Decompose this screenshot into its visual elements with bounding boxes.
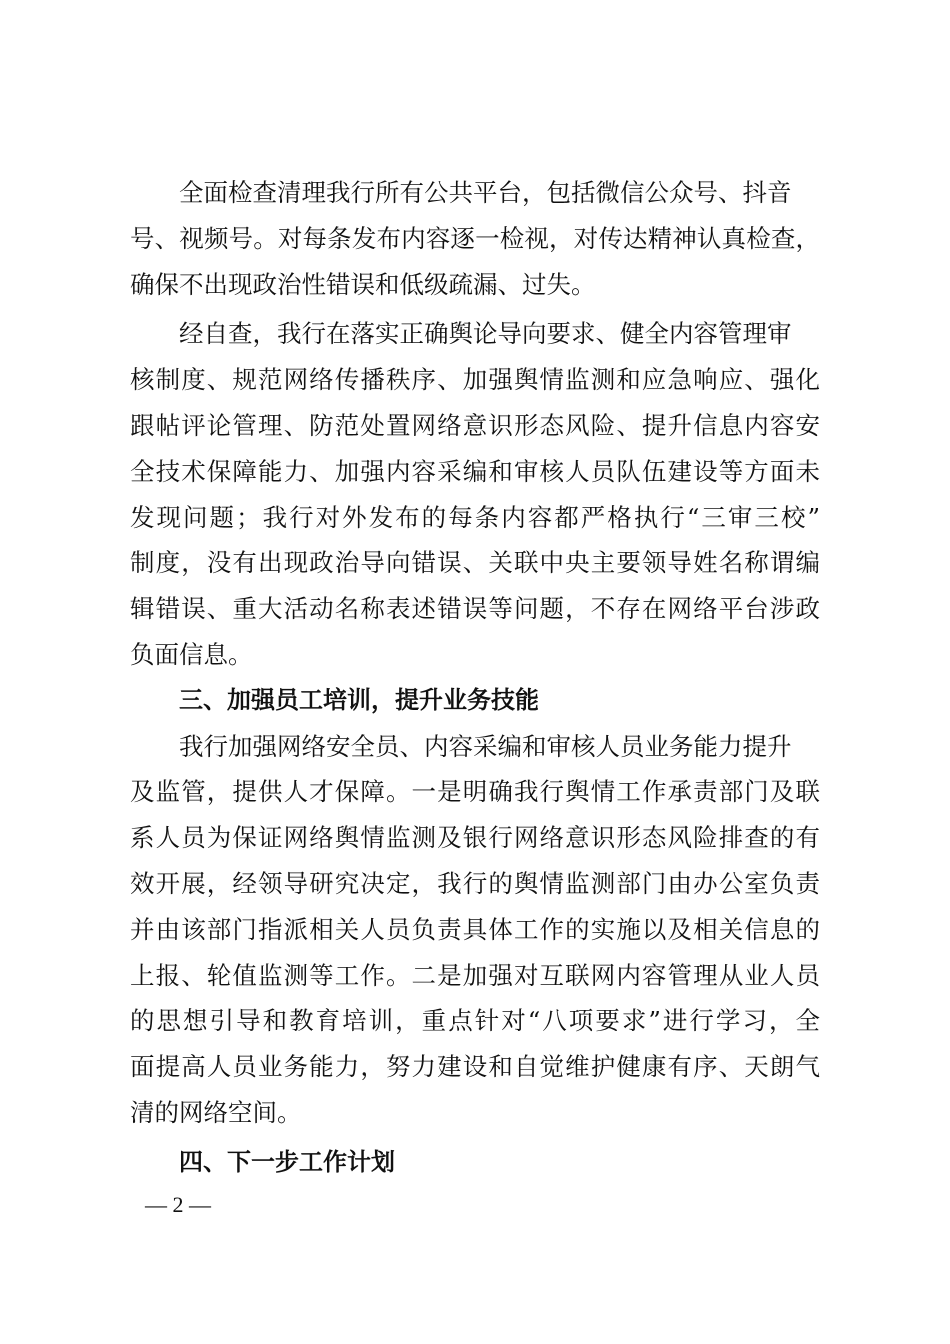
paragraph-line: 全面检查清理我行所有公共平台，包括微信公众号、抖音 xyxy=(179,178,792,207)
section-heading-staff-training: 三、加强员工培训，提升业务技能 xyxy=(179,685,539,714)
paragraph-line: 号、视频号。对每条发布内容逐一检视，对传达精神认真检查， xyxy=(130,223,820,253)
paragraph-line: 辑错误、重大活动名称表述错误等问题，不存在网络平台涉政 xyxy=(130,594,820,624)
paragraph-line: 全技术保障能力、加强内容采编和审核人员队伍建设等方面未 xyxy=(130,456,820,486)
paragraph-self-inspection xyxy=(130,311,820,677)
paragraph-line: 负面信息。 xyxy=(130,639,253,669)
paragraph-staff-training xyxy=(130,724,820,1136)
paragraph-line: 的思想引导和教育培训，重点针对“八项要求”进行学习，全 xyxy=(130,1006,820,1036)
paragraph-platform-check xyxy=(130,170,820,307)
paragraph-line: 清的网络空间。 xyxy=(130,1097,302,1127)
paragraph-line: 并由该部门指派相关人员负责具体工作的实施以及相关信息的 xyxy=(130,914,820,944)
page-number: — 2 — xyxy=(145,1192,211,1217)
paragraph-line: 及监管，提供人才保障。一是明确我行舆情工作承责部门及联 xyxy=(130,777,820,807)
section-heading-next-steps: 四、下一步工作计划 xyxy=(179,1147,395,1176)
paragraph-line: 跟帖评论管理、防范处置网络意识形态风险、提升信息内容安 xyxy=(130,410,820,440)
paragraph-line: 核制度、规范网络传播秩序、加强舆情监测和应急响应、强化 xyxy=(130,365,820,395)
paragraph-line: 制度，没有出现政治导向错误、关联中央主要领导姓名称谓编 xyxy=(130,548,820,578)
paragraph-line: 系人员为保证网络舆情监测及银行网络意识形态风险排查的有 xyxy=(130,823,820,853)
paragraph-line: 我行加强网络安全员、内容采编和审核人员业务能力提升 xyxy=(179,731,792,761)
paragraph-line: 面提高人员业务能力，努力建设和自觉维护健康有序、天朗气 xyxy=(130,1052,820,1082)
paragraph-line: 发现问题；我行对外发布的每条内容都严格执行“三审三校” xyxy=(130,502,820,532)
paragraph-line: 经自查，我行在落实正确舆论导向要求、健全内容管理审 xyxy=(179,319,792,349)
paragraph-line: 确保不出现政治性错误和低级疏漏、过失。 xyxy=(130,269,596,299)
document-body xyxy=(130,170,820,1186)
paragraph-line: 上报、轮值监测等工作。二是加强对互联网内容管理从业人员 xyxy=(130,960,820,990)
paragraph-line: 效开展，经领导研究决定，我行的舆情监测部门由办公室负责 xyxy=(130,868,820,898)
